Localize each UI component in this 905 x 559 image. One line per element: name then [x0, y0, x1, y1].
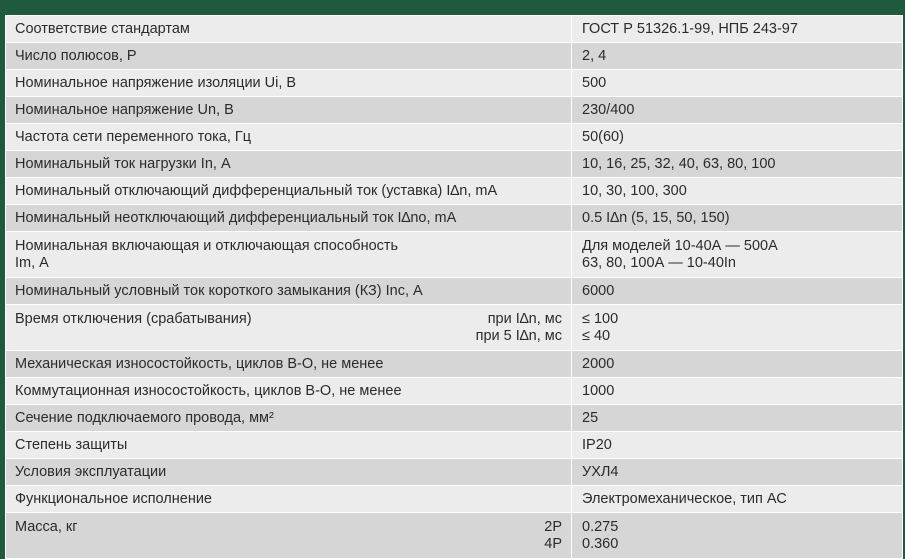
table-row — [6, 232, 903, 278]
value-cell: 230/400 — [572, 97, 903, 124]
table-row — [6, 278, 903, 305]
param-sub: 2Р — [544, 518, 562, 535]
param-cell: Коммутационная износостойкость, циклов В-О, не менее — [6, 378, 572, 405]
value-cell: Электромеханическое, тип АС — [572, 486, 903, 513]
value-line: 63, 80, 100А — 10-40In — [582, 254, 736, 271]
table-row — [6, 513, 903, 559]
param-cell: Номинальное напряжение изоляции Ui, В — [6, 70, 572, 97]
value-line: 0.275 — [582, 518, 619, 535]
value-cell — [572, 513, 903, 559]
table-row — [6, 459, 903, 486]
table-row — [6, 405, 903, 432]
value-line: ≤ 40 — [582, 327, 611, 344]
value-cell: 500 — [572, 70, 903, 97]
value-line: 0.360 — [582, 535, 619, 552]
value-cell: IP20 — [572, 432, 903, 459]
value-cell: 10, 16, 25, 32, 40, 63, 80, 100 — [572, 151, 903, 178]
spec-table — [5, 15, 903, 559]
value-line: ≤ 100 — [582, 310, 619, 327]
value-cell: 2, 4 — [572, 43, 903, 70]
param-cell: Частота сети переменного тока, Гц — [6, 124, 572, 151]
table-row — [6, 124, 903, 151]
value-cell: 10, 30, 100, 300 — [572, 178, 903, 205]
value-cell: 25 — [572, 405, 903, 432]
param-cell: Номинальный неотключающий дифференциальный ток I∆no, mA — [6, 205, 572, 232]
param-cell — [6, 305, 572, 351]
param-cell: Условия эксплуатации — [6, 459, 572, 486]
param-cell: Механическая износостойкость, циклов В-О, не менее — [6, 351, 572, 378]
param-main: Время отключения (срабатывания) — [15, 310, 252, 327]
param-cell — [6, 232, 572, 278]
table-row — [6, 305, 903, 351]
param-cell: Номинальный отключающий дифференциальный ток (уставка) I∆n, mA — [6, 178, 572, 205]
param-line: Im, А — [15, 254, 49, 271]
param-cell: Степень защиты — [6, 432, 572, 459]
value-line: Для моделей 10-40А — 500А — [582, 237, 778, 254]
table-row — [6, 70, 903, 97]
param-sub: при I∆n, мс — [487, 310, 562, 327]
value-cell: УХЛ4 — [572, 459, 903, 486]
param-sub: при 5 I∆n, мс — [475, 327, 562, 344]
spec-table-frame — [5, 15, 901, 552]
table-row — [6, 205, 903, 232]
value-cell: ГОСТ Р 51326.1-99, НПБ 243-97 — [572, 16, 903, 43]
table-row — [6, 151, 903, 178]
value-cell: 2000 — [572, 351, 903, 378]
table-row — [6, 178, 903, 205]
param-cell: Соответствие стандартам — [6, 16, 572, 43]
param-cell: Число полюсов, Р — [6, 43, 572, 70]
param-cell: Номинальный условный ток короткого замыкания (КЗ) Inc, А — [6, 278, 572, 305]
table-row — [6, 16, 903, 43]
table-row — [6, 351, 903, 378]
param-sub: 4Р — [544, 535, 562, 552]
value-cell: 1000 — [572, 378, 903, 405]
table-row — [6, 486, 903, 513]
param-cell: Номинальный ток нагрузки In, А — [6, 151, 572, 178]
value-cell: 0.5 I∆n (5, 15, 50, 150) — [572, 205, 903, 232]
table-row — [6, 378, 903, 405]
value-cell: 6000 — [572, 278, 903, 305]
value-cell: 50(60) — [572, 124, 903, 151]
param-cell — [6, 513, 572, 559]
value-cell — [572, 232, 903, 278]
param-cell: Сечение подключаемого провода, мм² — [6, 405, 572, 432]
param-line: Номинальная включающая и отключающая способность — [15, 237, 399, 254]
value-cell — [572, 305, 903, 351]
param-cell: Номинальное напряжение Un, В — [6, 97, 572, 124]
table-row — [6, 43, 903, 70]
table-row — [6, 432, 903, 459]
param-main: Масса, кг — [15, 518, 78, 535]
param-cell: Функциональное исполнение — [6, 486, 572, 513]
table-row — [6, 97, 903, 124]
